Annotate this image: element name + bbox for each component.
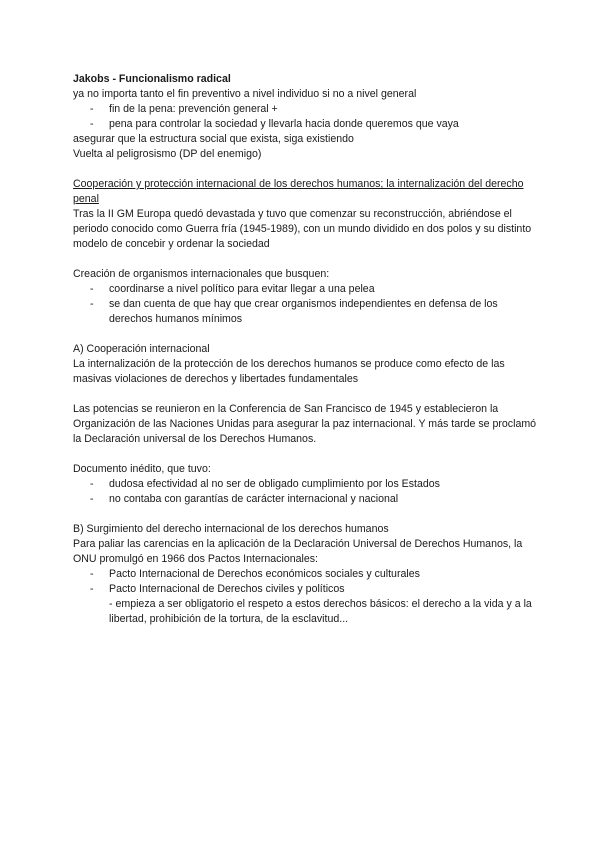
sub-note: - empieza a ser obligatorio el respeto a estos derechos básicos: el derecho a la vida y a la libertad, prohibición de la tortura, de la esclavitud... bbox=[109, 598, 532, 625]
paragraph: Las potencias se reunieron en la Conferencia de San Francisco de 1945 y establecieron la Organización de las Naciones Unidas para asegurar la paz internacional. Y más tarde se proclamó la Declaración universal de los Derechos Humanos. bbox=[73, 403, 537, 445]
paragraph: La internalización de la protección de los derechos humanos se produce como efecto de las masivas violaciones de derechos y libertades fundamentales bbox=[73, 358, 505, 385]
section-heading: B) Surgimiento del derecho internacional de los derechos humanos bbox=[73, 523, 389, 535]
list-item: - pena para controlar la sociedad y llevarla hacia donde queremos que vaya bbox=[73, 117, 543, 132]
paragraph: Documento inédito, que tuvo: bbox=[73, 463, 211, 475]
paragraph: Vuelta al peligrosismo (DP del enemigo) bbox=[73, 148, 262, 160]
paragraph: Tras la II GM Europa quedó devastada y tuvo que comenzar su reconstrucción, abriéndose el periodo conocido como Guerra fría (1945-1989), con un mundo dividido en dos polos y su distinto modelo de concebir y ordenar la sociedad bbox=[73, 208, 532, 250]
list-item: - coordinarse a nivel político para evitar llegar a una pelea bbox=[73, 282, 543, 297]
list-item: - no contaba con garantías de carácter internacional y nacional bbox=[73, 492, 543, 507]
list-item: - Pacto Internacional de Derechos económicos sociales y culturales bbox=[73, 567, 543, 582]
paragraph: asegurar que la estructura social que exista, siga existiendo bbox=[73, 133, 354, 145]
paragraph: ya no importa tanto el fin preventivo a nivel individuo si no a nivel general bbox=[73, 88, 417, 100]
list-item: - dudosa efectividad al no ser de obligado cumplimiento por los Estados bbox=[73, 477, 543, 492]
paragraph: Para paliar las carencias en la aplicación de la Declaración Universal de Derechos Humanos, la ONU promulgó en 1966 dos Pactos Internacionales: bbox=[73, 538, 523, 565]
list-item: - fin de la pena: prevención general + bbox=[73, 102, 543, 117]
document-page bbox=[73, 72, 543, 627]
section-title: Jakobs - Funcionalismo radical bbox=[73, 73, 231, 85]
section-heading: Cooperación y protección internacional de los derechos humanos; la internalización del derecho penal bbox=[73, 178, 524, 205]
section-heading: A) Cooperación internacional bbox=[73, 343, 210, 355]
bullet-list bbox=[73, 567, 543, 597]
bullet-list bbox=[73, 102, 543, 132]
bullet-list bbox=[73, 282, 543, 327]
bullet-list bbox=[73, 477, 543, 507]
list-item: - Pacto Internacional de Derechos civiles y políticos bbox=[73, 582, 543, 597]
paragraph: Creación de organismos internacionales que busquen: bbox=[73, 268, 330, 280]
list-item: - se dan cuenta de que hay que crear organismos independientes en defensa de los derechos humanos mínimos bbox=[73, 297, 543, 327]
